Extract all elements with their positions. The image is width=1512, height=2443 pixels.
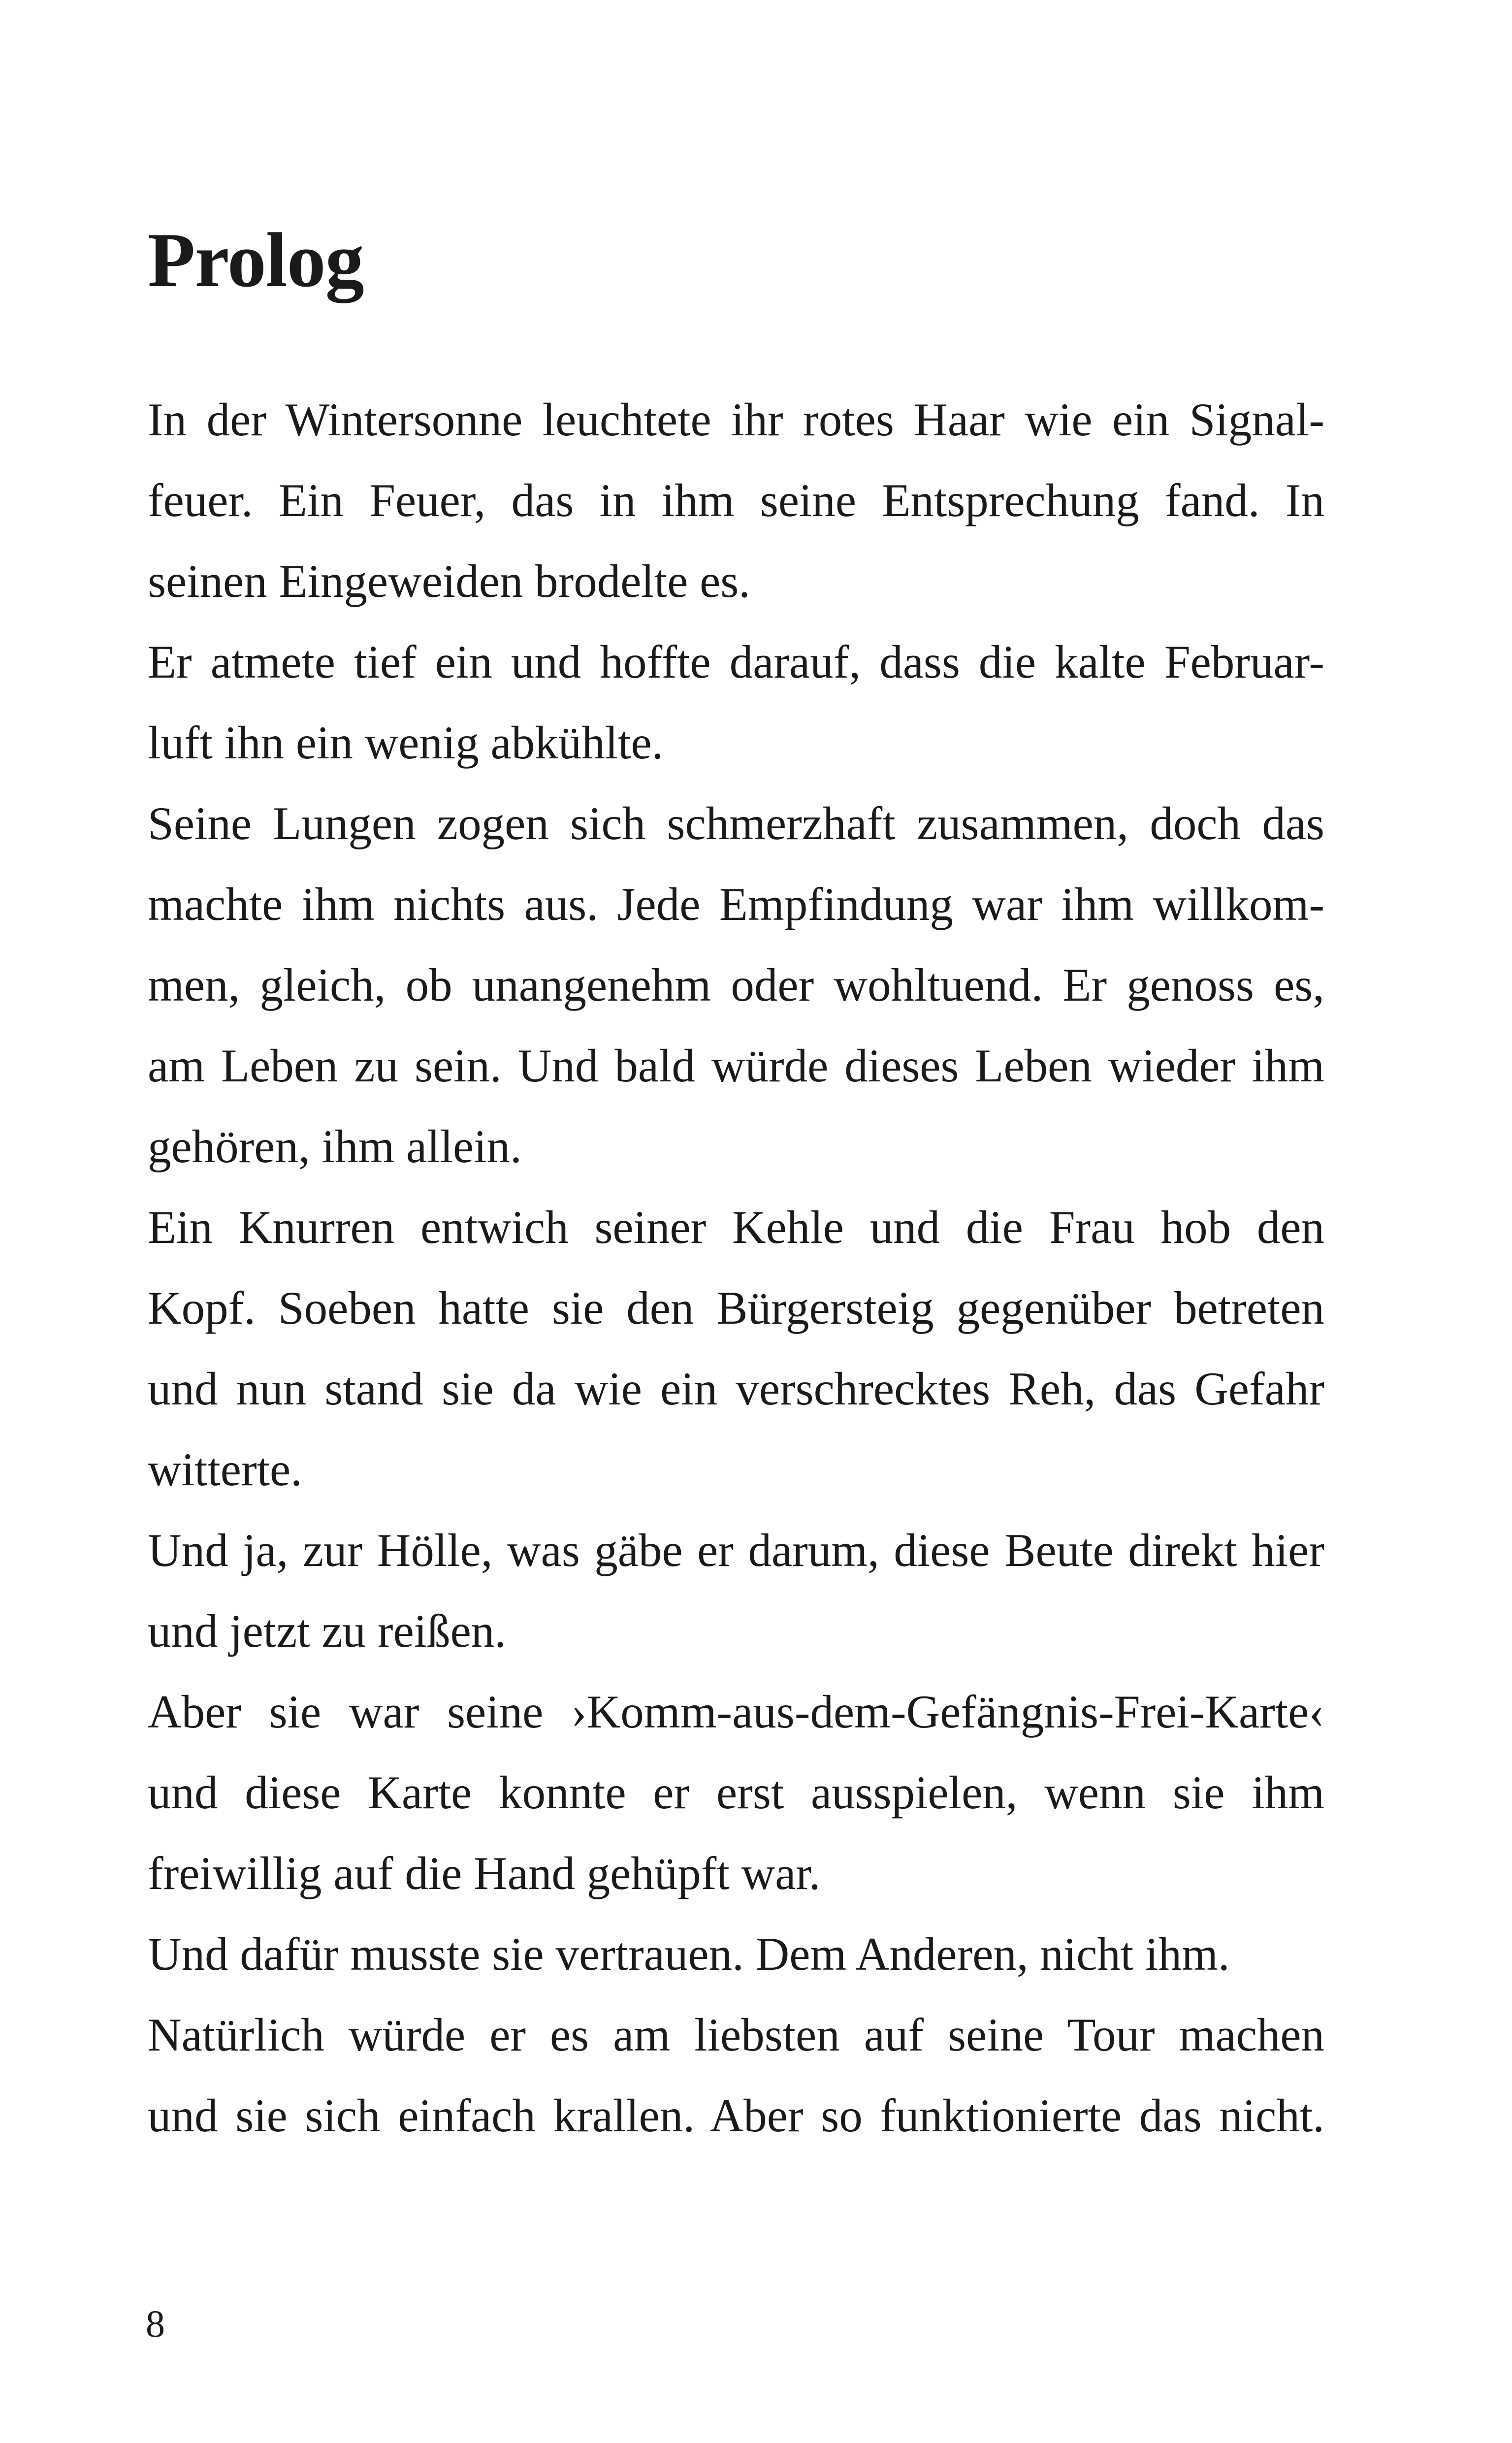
text-line: und nun stand sie da wie ein verschrecktes Reh, das Gefahr xyxy=(148,1363,1324,1415)
paragraph xyxy=(148,783,1324,1187)
text-line: machte ihm nichts aus. Jede Empfindung war ihm willkom- xyxy=(148,878,1324,930)
text-line: freiwillig auf die Hand gehüpft war. xyxy=(148,1847,821,1899)
text-line: Und ja, zur Hölle, was gäbe er darum, diese Beute direkt hier xyxy=(148,1524,1324,1576)
paragraph xyxy=(148,1671,1324,1914)
text-line: Er atmete tief ein und hoffte darauf, dass die kalte Februar- xyxy=(148,636,1324,688)
paragraph xyxy=(148,1510,1324,1671)
text-line: Kopf. Soeben hatte sie den Bürgersteig gegenüber betreten xyxy=(148,1282,1324,1334)
text-line: luft ihn ein wenig abkühlte. xyxy=(148,717,664,769)
text-line: gehören, ihm allein. xyxy=(148,1120,522,1173)
chapter-title: Prolog xyxy=(148,217,364,303)
body-text xyxy=(148,379,1324,2156)
paragraph xyxy=(148,621,1324,783)
paragraph xyxy=(148,1914,1324,1994)
text-line: und sie sich einfach krallen. Aber so funktionierte das nicht. xyxy=(148,2089,1324,2142)
page-number: 8 xyxy=(146,2302,165,2345)
text-line: und diese Karte konnte er erst ausspielen, wenn sie ihm xyxy=(148,1766,1324,1819)
text-line: witterte. xyxy=(148,1443,302,1496)
text-line: Aber sie war seine ›Komm-aus-dem-Gefängnis-Frei-Karte‹ xyxy=(148,1686,1324,1738)
text-line: Und dafür musste sie vertrauen. Dem Anderen, nicht ihm. xyxy=(148,1928,1230,1980)
paragraph xyxy=(148,379,1324,621)
text-line: seinen Eingeweiden brodelte es. xyxy=(148,555,751,607)
text-line: und jetzt zu reißen. xyxy=(148,1605,507,1657)
text-line: feuer. Ein Feuer, das in ihm seine Entsprechung fand. In xyxy=(148,474,1324,526)
text-line: men, gleich, ob unangenehm oder wohltuend. Er genoss es, xyxy=(148,959,1324,1011)
text-line: Ein Knurren entwich seiner Kehle und die Frau hob den xyxy=(148,1201,1324,1253)
text-line: Natürlich würde er es am liebsten auf seine Tour machen xyxy=(148,2009,1324,2061)
paragraph xyxy=(148,1187,1324,1510)
paragraph xyxy=(148,1994,1324,2156)
text-line: Seine Lungen zogen sich schmerzhaft zusammen, doch das xyxy=(148,797,1324,849)
text-line: In der Wintersonne leuchtete ihr rotes Haar wie ein Signal- xyxy=(148,393,1324,446)
text-line: am Leben zu sein. Und bald würde dieses Leben wieder ihm xyxy=(148,1040,1324,1092)
